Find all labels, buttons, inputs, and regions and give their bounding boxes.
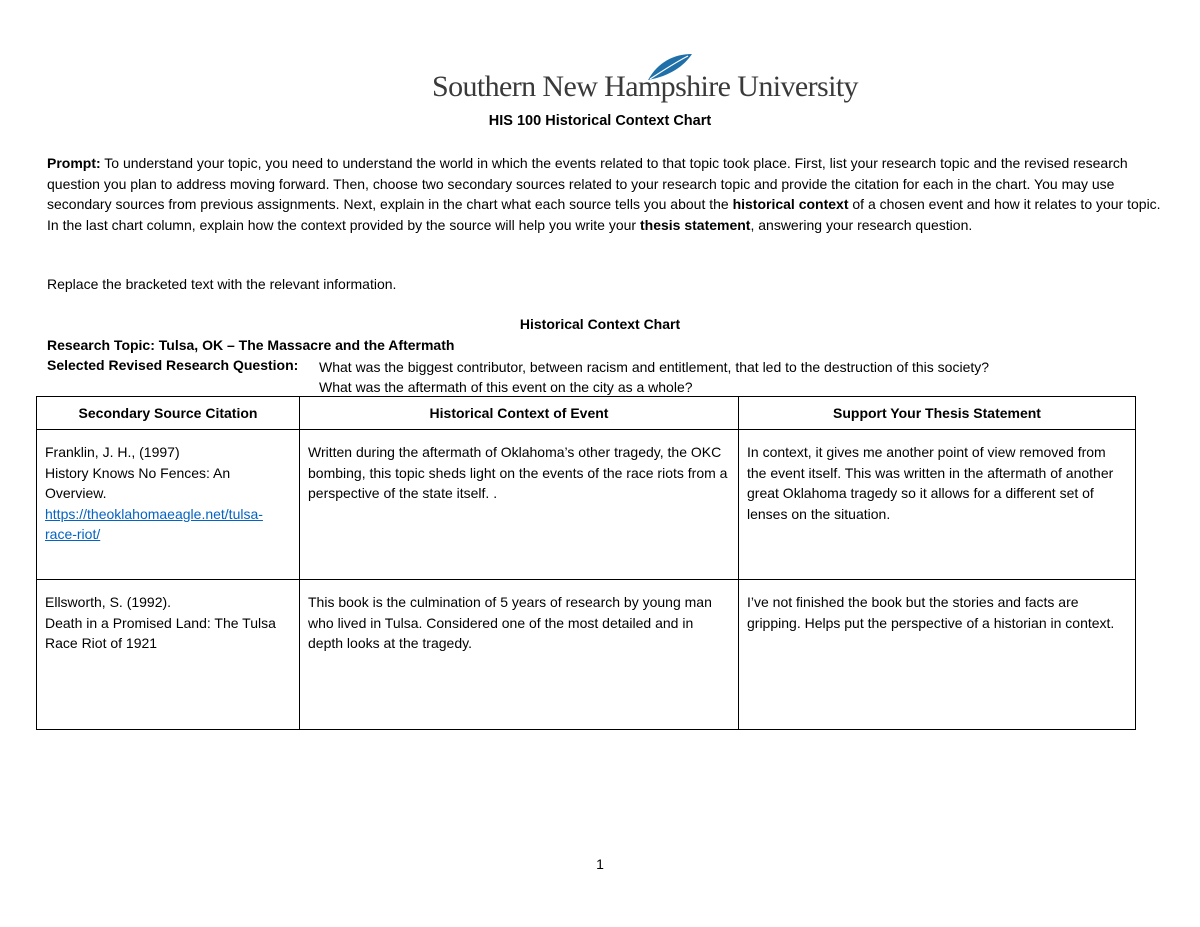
page-number: 1 xyxy=(596,856,604,872)
column-header-context: Historical Context of Event xyxy=(300,397,739,430)
document-title: HIS 100 Historical Context Chart xyxy=(488,113,712,129)
prompt-label: Prompt: xyxy=(47,155,101,171)
citation-line: Ellsworth, S. (1992). xyxy=(45,594,172,610)
prompt-text-3: , answering your research question. xyxy=(750,216,973,233)
citation-line: Franklin, J. H., (1997) xyxy=(45,444,180,460)
support-cell: I’ve not finished the book but the stories and facts are gripping. Helps put the perspective of a historian in context. xyxy=(739,580,1136,730)
table-row xyxy=(37,430,1136,580)
citation-cell xyxy=(37,580,300,730)
research-question-line-1: What was the biggest contributor, between racism and entitlement, that led to the destruction of this society? xyxy=(319,359,990,375)
prompt-emphasis-historical-context: historical context xyxy=(732,196,849,212)
citation-link[interactable]: https://theoklahomaeagle.net/tulsa-race-riot/ xyxy=(45,505,263,542)
citation-line: History Knows No Fences: An Overview. xyxy=(45,464,231,501)
prompt-paragraph xyxy=(47,153,1162,235)
instruction-text: Replace the bracketed text with the relevant information. xyxy=(47,276,397,292)
column-header-citation: Secondary Source Citation xyxy=(37,397,300,430)
context-cell: Written during the aftermath of Oklahoma’s other tragedy, the OKC bombing, this topic sheds light on the events of the race riots from a perspective of the state itself. . xyxy=(300,430,739,580)
context-cell: This book is the culmination of 5 years of research by young man who lived in Tulsa. Considered one of the most detailed and in depth looks at the tragedy. xyxy=(300,580,739,730)
support-cell: In context, it gives me another point of view removed from the event itself. This was written in the aftermath of another great Oklahoma tragedy so it allows for a different set of lenses on the situation. xyxy=(739,430,1136,580)
historical-context-table xyxy=(36,396,1136,730)
logo-wordmark: Southern New Hampshire University xyxy=(432,70,858,103)
citation-cell xyxy=(37,430,300,580)
table-header-row xyxy=(37,397,1136,430)
prompt-text-1: To understand your topic, you need to understand the world in which the events related to that topic took place. First, list your research topic and the revised research question you plan to address moving forward. Then, choose two secondary sources related to your research topic and provide the citation for each in the chart. You may use secondary sources from previous assignments. Next, explain in the chart what each source tells you about the xyxy=(47,155,1128,212)
table-row xyxy=(37,580,1136,730)
research-question-text xyxy=(319,357,989,397)
research-question-line-2: What was the aftermath of this event on the city as a whole? xyxy=(319,379,693,395)
column-header-support: Support Your Thesis Statement xyxy=(739,397,1136,430)
citation-line: Death in a Promised Land: The Tulsa Race Riot of 1921 xyxy=(45,614,276,651)
research-topic: Research Topic: Tulsa, OK – The Massacre and the Aftermath xyxy=(47,337,455,353)
prompt-emphasis-thesis-statement: thesis statement xyxy=(639,216,751,233)
research-question-label: Selected Revised Research Question: xyxy=(47,357,299,373)
prompt-text-2: of a chosen event and how it relates to your topic. In the last chart column, explain how the context provided by the source will help you write your xyxy=(47,196,1161,233)
chart-heading: Historical Context Chart xyxy=(519,316,681,332)
university-logo xyxy=(432,52,858,108)
